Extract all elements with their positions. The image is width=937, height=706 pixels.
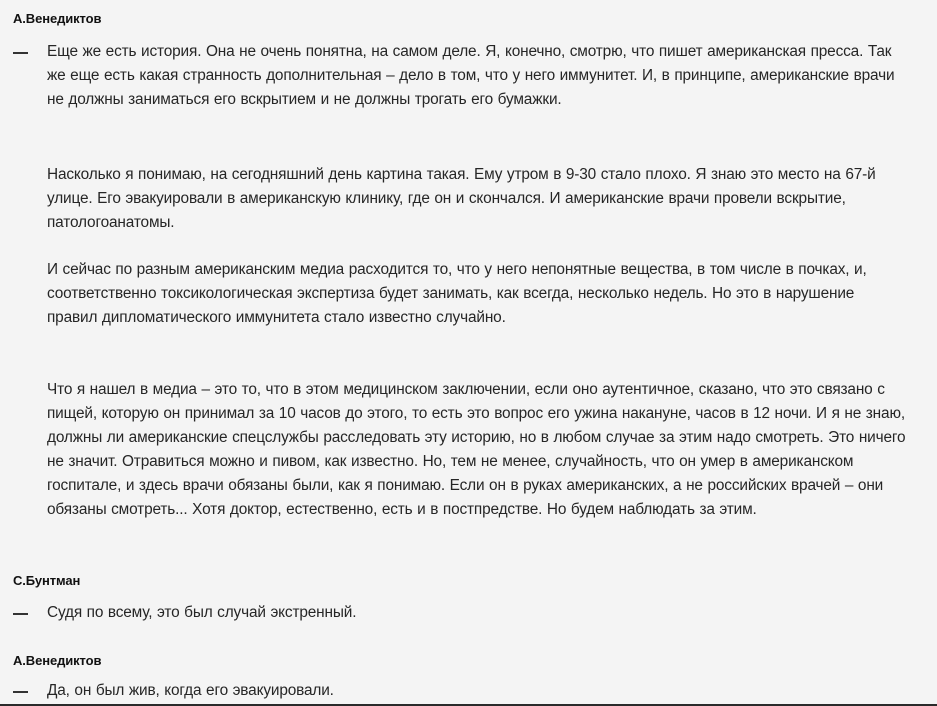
speech-paragraph: Насколько я понимаю, на сегодняшний день картина такая. Ему утром в 9-30 стало плохо. Я знаю это место на 67-й улице. Его эвакуировали в американскую клинику, где он и скончался. И американские врачи провели вскрытие, патологоанатомы.	[47, 166, 876, 231]
speaker-name: А.Венедиктов	[13, 11, 102, 26]
dash-icon	[13, 52, 28, 54]
speech-paragraph: Да, он был жив, когда его эвакуировали.	[47, 682, 334, 699]
speech-paragraph: И сейчас по разным американским медиа расходится то, что у него непонятные вещества, в том числе в почках, и, соответственно токсикологическая экспертиза будет занимать, как всегда, несколько недель. Но это в нарушение правил дипломатического иммунитета стало известно случайно.	[47, 261, 867, 326]
speaker-name: С.Бунтман	[13, 573, 81, 588]
speaker-name: А.Венедиктов	[13, 653, 102, 668]
speech-paragraph: Еще же есть история. Она не очень понятна, на самом деле. Я, конечно, смотрю, что пишет американская пресса. Так же еще есть какая странность дополнительная – дело в том, что у него иммунитет. И, в принципе, американские врачи не должны заниматься его вскрытием и не должны трогать его бумажки.	[47, 43, 895, 108]
dash-icon	[13, 691, 28, 693]
dash-icon	[13, 613, 28, 615]
speech-paragraph: Судя по всему, это был случай экстренный.	[47, 604, 357, 621]
speech-paragraph: Что я нашел в медиа – это то, что в этом медицинском заключении, если оно аутентичное, сказано, что это связано с пищей, которую он принимал за 10 часов до этого, то есть это вопрос его ужина накануне, часов в 12 ночи. И я не знаю, должны ли американские спецслужбы расследовать эту историю, но в любом случае за этим надо смотреть. Это ничего не значит. Отравиться можно и пивом, как известно. Но, тем не менее, случайность, что он умер в американском госпитале, и здесь врачи обязаны были, как я понимаю. Если он в руках американских, а не российских врачей – они обязаны смотреть... Хотя доктор, естественно, есть и в постпредстве. Но будем наблюдать за этим.	[47, 381, 906, 518]
